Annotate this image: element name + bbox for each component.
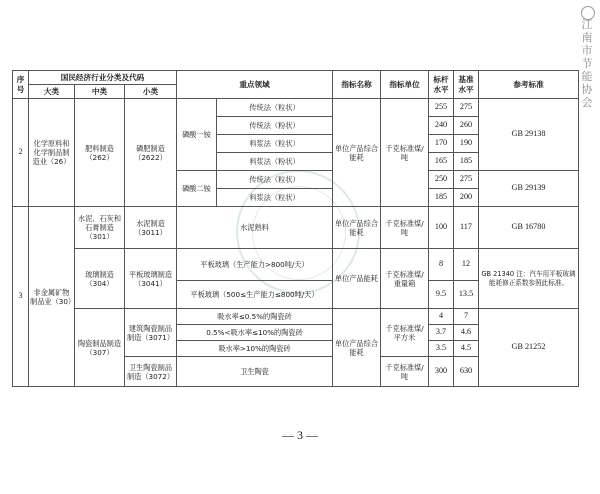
row2-bench-5: 250 [429,171,454,189]
row3-sanitary-bench: 300 [429,357,454,387]
header-middle: 中类 [75,85,125,99]
row2-bench-3: 170 [429,135,454,153]
row3-ceramic-base-1: 7 [454,309,479,325]
row2-area-di: 磷酸二铵 [177,171,217,207]
header-minor: 小类 [125,85,177,99]
row3-sanitary-minor: 卫生陶瓷制品制造（3072） [125,357,177,387]
row3-glass-bench-2: 9.5 [429,281,454,309]
row3-glass-base-1: 12 [454,249,479,281]
row2-process-2: 传统法（粉状） [217,117,333,135]
row3-ceramic-area-2: 0.5%<吸水率≤10%的陶瓷砖 [177,325,333,341]
header-reference: 参考标准 [479,71,579,99]
row2-ref-2: GB 29139 [479,171,579,207]
row3-glass-minor: 平板玻璃制造（3041） [125,249,177,309]
row2-seq: 2 [13,99,29,207]
row3-glass-indicator: 单位产品能耗 [333,249,381,309]
row2-major: 化学原料和化学制品制造业（26） [29,99,75,207]
row3-cement-indicator: 单位产品综合能耗 [333,207,381,249]
row2-process-6: 料浆法（粒状） [217,189,333,207]
row3-sanitary-base: 630 [454,357,479,387]
header-baseline: 基准水平 [454,71,479,99]
row3-ceramic-base-2: 4.6 [454,325,479,341]
header-seq: 序号 [13,71,29,99]
row2-middle: 肥料制造（262） [75,99,125,207]
row2-minor: 磷肥制造（2622） [125,99,177,207]
row2-indicator-name: 单位产品综合能耗 [333,99,381,207]
row3-cement-middle: 水泥、石灰和石膏制造（301） [75,207,125,249]
row3-ceramic-minor: 建筑陶瓷制品制造（3071） [125,309,177,357]
row3-glass-unit: 千克标准煤/重量箱 [381,249,429,309]
row3-glass-area-2: 平板玻璃（500≤生产能力≤800吨/天） [177,281,333,309]
row3-glass-ref: GB 21340 注：汽车用平板玻璃能耗修正系数参照此标准。 [479,249,579,309]
row2-area-mono: 磷酸一铵 [177,99,217,171]
row3-ceramic-area-1: 吸水率≤0.5%的陶瓷砖 [177,309,333,325]
row2-process-5: 传统法（粒状） [217,171,333,189]
page-number: — 3 — [282,428,318,442]
row3-cement-bench: 100 [429,207,454,249]
row3-glass-area-1: 平板玻璃（生产能力>800吨/天） [177,249,333,281]
row3-glass-middle: 玻璃制造（304） [75,249,125,309]
row2-process-3: 料浆法（粒状） [217,135,333,153]
row2-bench-6: 185 [429,189,454,207]
header-indicator-unit: 指标单位 [381,71,429,99]
watermark-text: 江南市节能协会 [581,18,593,109]
row3-cement-ref: GB 16780 [479,207,579,249]
row3-cement-area: 水泥熟料 [177,207,333,249]
row3-ceramic-bench-1: 4 [429,309,454,325]
header-indicator-name: 指标名称 [333,71,381,99]
row2-bench-2: 240 [429,117,454,135]
row3-ceramic-base-3: 4.5 [454,341,479,357]
row3-glass-base-2: 13.5 [454,281,479,309]
header-industry-group: 国民经济行业分类及代码 [29,71,177,85]
row2-base-4: 185 [454,153,479,171]
row2-bench-4: 165 [429,153,454,171]
row3-ceramic-middle: 陶瓷制品制造（307） [75,309,125,387]
row2-process-1: 传统法（粒状） [217,99,333,117]
row2-ref-1: GB 29138 [479,99,579,171]
row2-base-6: 200 [454,189,479,207]
row3-major: 非金属矿物制品业（30） [29,207,75,387]
row2-base-1: 275 [454,99,479,117]
row3-ceramic-indicator: 单位产品综合能耗 [333,309,381,387]
row3-ceramic-ref: GB 21252 [479,309,579,387]
row3-sanitary-area: 卫生陶瓷 [177,357,333,387]
header-benchmark: 标杆水平 [429,71,454,99]
row3-sanitary-unit: 千克标准煤/吨 [381,357,429,387]
row3-glass-bench-1: 8 [429,249,454,281]
header-key-area: 重点领域 [177,71,333,99]
row2-base-3: 190 [454,135,479,153]
row3-ceramic-area-3: 吸水率>10%的陶瓷砖 [177,341,333,357]
row3-cement-minor: 水泥制造（3011） [125,207,177,249]
header-major: 大类 [29,85,75,99]
row3-ceramic-unit: 千克标准煤/平方米 [381,309,429,357]
row2-indicator-unit: 千克标准煤/吨 [381,99,429,207]
row3-ceramic-bench-2: 3.7 [429,325,454,341]
row3-ceramic-bench-3: 3.5 [429,341,454,357]
row3-seq: 3 [13,207,29,387]
row2-base-2: 260 [454,117,479,135]
row3-cement-base: 117 [454,207,479,249]
row2-process-4: 料浆法（粉状） [217,153,333,171]
row2-base-5: 275 [454,171,479,189]
row2-bench-1: 255 [429,99,454,117]
row3-cement-unit: 千克标准煤/吨 [381,207,429,249]
standards-table [12,70,579,387]
